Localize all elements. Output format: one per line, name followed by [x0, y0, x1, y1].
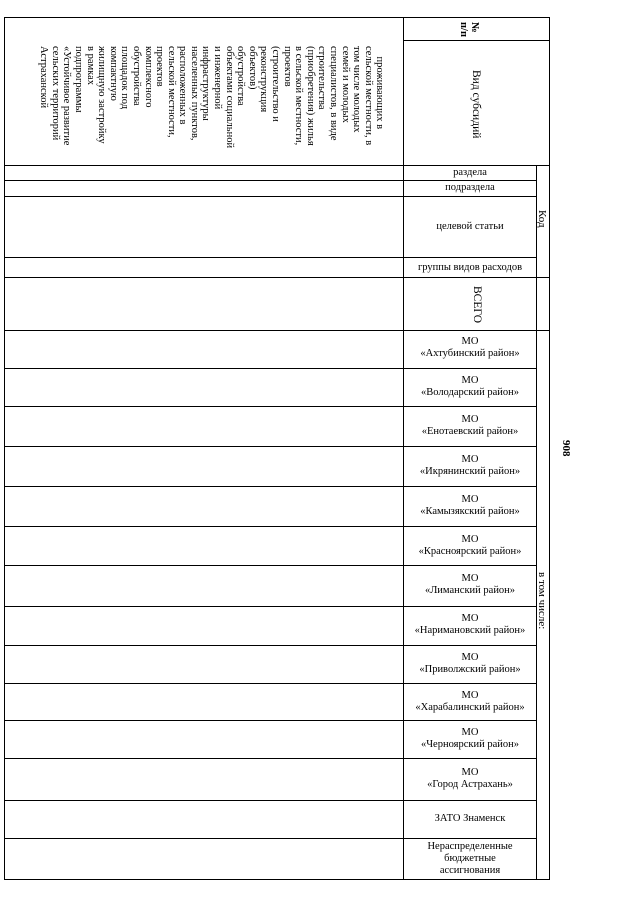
zato-row — [404, 813, 536, 825]
mo-prefix: МО — [461, 573, 479, 584]
mo-row-6 — [404, 534, 536, 558]
including-label: в том числе: — [536, 572, 548, 630]
mo-row-5 — [404, 494, 536, 518]
code-col-target-label: целевой статьи — [436, 221, 504, 232]
code-col-expense-group-label: группы видов расходов — [417, 262, 523, 273]
subsidy-type-label: Вид субсидий — [470, 70, 482, 139]
including-header — [536, 572, 548, 629]
mo-name: «Харабалинский район» — [415, 702, 525, 713]
page-number-text: 908 — [560, 440, 572, 457]
page-number — [560, 440, 572, 457]
mo-row-12 — [404, 767, 536, 791]
mo-prefix: МО — [461, 494, 479, 505]
unallocated-line1: Нераспределенные — [427, 841, 513, 852]
mo-prefix: МО — [461, 613, 479, 624]
total-label: ВСЕГО — [471, 286, 483, 324]
code-col-expense-group — [404, 262, 536, 274]
mo-prefix: МО — [461, 336, 479, 347]
subsidy-description-text: проживающих в сельской местности, в том числе молодых семей и молодых специалистов, в виде строительства (приобретения) жилья в сельской местности, проектов (строительство и реконструкция объектов) обустройства объектами социальной и инженерной инфраструктуры населенных пунктов, расположенных в сельской местности, проектов комплексного обустройства площадок под компактную жилищную застройку в рамках подпрограммы «Устойчивое развитие сельских территорий Астраханской — [38, 46, 386, 149]
mo-name: «Лиманский район» — [424, 585, 516, 596]
mo-prefix: МО — [461, 767, 479, 778]
mo-prefix: МО — [461, 652, 479, 663]
mo-row-11 — [404, 727, 536, 751]
mo-name: «Красноярский район» — [418, 546, 522, 557]
mo-prefix: МО — [461, 727, 479, 738]
mo-prefix: МО — [461, 690, 479, 701]
mo-prefix: МО — [461, 454, 479, 465]
mo-name: «Наримановский район» — [414, 625, 526, 636]
mo-row-4 — [404, 454, 536, 478]
mo-row-8 — [404, 613, 536, 637]
mo-row-1 — [404, 336, 536, 360]
mo-row-2 — [404, 375, 536, 399]
mo-name: «Приволжский район» — [419, 664, 521, 675]
num-label: № п/п — [458, 22, 480, 38]
zato-label: ЗАТО Знаменск — [434, 813, 506, 824]
mo-name: «Икрянинский район» — [419, 466, 521, 477]
mo-name: «Черноярский район» — [420, 739, 519, 750]
num-header — [458, 22, 480, 37]
code-col-subsection-label: подраздела — [445, 182, 495, 193]
code-col-target — [404, 221, 536, 233]
unallocated-line2: бюджетные — [444, 853, 496, 864]
mo-row-10 — [404, 690, 536, 714]
mo-name: «Ахтубинский район» — [420, 348, 520, 359]
mo-prefix: МО — [461, 534, 479, 545]
mo-row-7 — [404, 573, 536, 597]
code-col-subsection — [404, 182, 536, 194]
unallocated-line3: ассигнования — [439, 865, 501, 876]
subsidy-description — [26, 46, 397, 148]
code-col-section — [404, 167, 536, 179]
mo-prefix: МО — [461, 375, 479, 386]
unallocated-row — [404, 841, 536, 877]
mo-name: «Володарский район» — [420, 387, 520, 398]
mo-row-9 — [404, 652, 536, 676]
code-col-section-label: раздела — [453, 167, 487, 178]
total-header — [471, 286, 483, 323]
mo-name: «Енотаевский район» — [421, 426, 519, 437]
mo-prefix: МО — [461, 414, 479, 425]
subsidy-type-header — [470, 70, 482, 138]
code-label: Код — [536, 210, 548, 228]
mo-name: «Город Астрахань» — [427, 779, 513, 790]
mo-row-3 — [404, 414, 536, 438]
mo-name: «Камызякский район» — [420, 506, 520, 517]
code-header — [536, 210, 548, 228]
